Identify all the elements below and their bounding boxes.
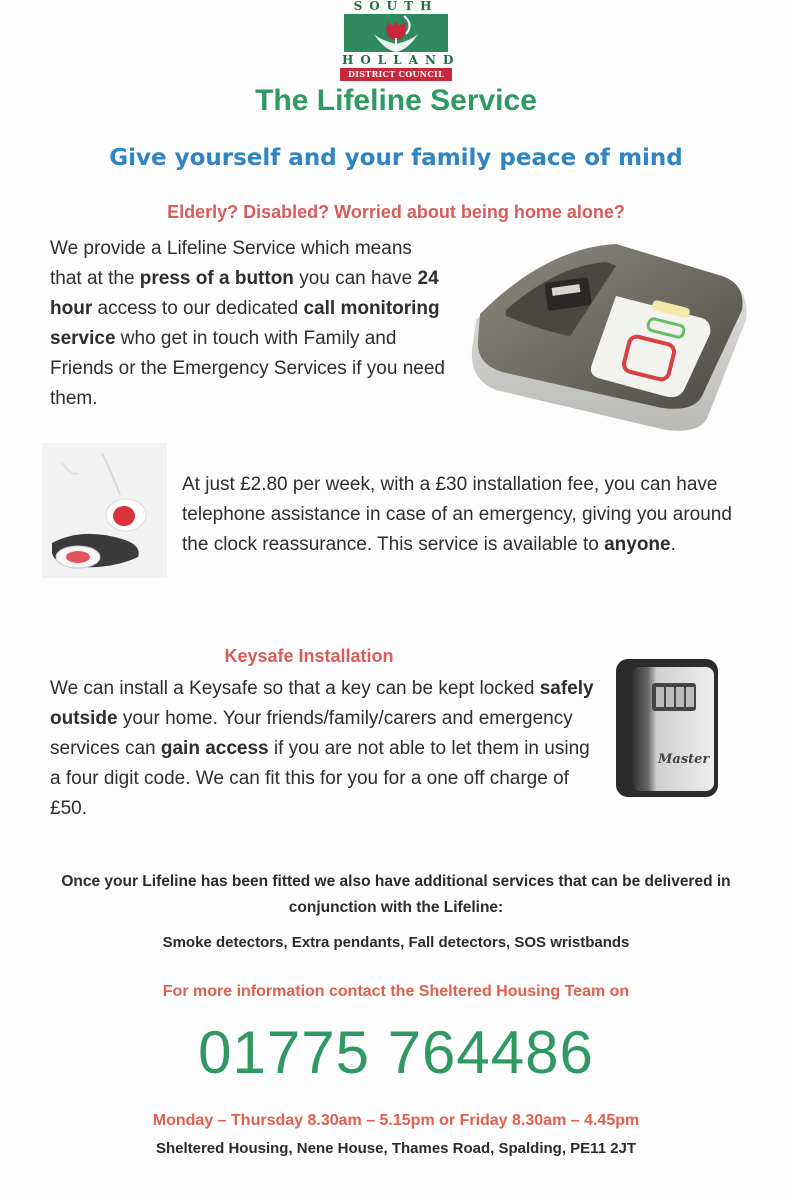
keysafe-paragraph: We can install a Keysafe so that a key can be kept locked safely outside your home. Your friends/family/carers and emergency services can gain access if you are not able to let them in using a four digit code. We can fit this for you for a one off charge of £50. [50,678,594,819]
council-logo [340,0,461,82]
pendant-wristband-image [42,443,167,578]
logo-text-district: DISTRICT COUNCIL [340,68,452,81]
subtitle: Give yourself and your family peace of mind [109,145,683,171]
pricing-paragraph: At just £2.80 per week, with a £30 installation fee, you can have telephone assistance in case of an emergency, giving you around the clock reassurance. This service is available to anyone. [182,474,732,555]
keysafe-heading: Keysafe Installation [224,646,394,666]
page-title: The Lifeline Service [255,84,537,117]
keysafe-image [612,655,722,801]
opening-hours: Monday – Thursday 8.30am – 5.15pm or Friday 8.30am – 4.45pm [152,1112,640,1129]
logo-text-holland: HOLLAND [342,53,461,67]
phone-number: 01775 764486 [198,1019,594,1086]
services-list: Smoke detectors, Extra pendants, Fall detectors, SOS wristbands [162,934,630,951]
keysafe-brand-text: Master [658,752,710,767]
intro-paragraph: We provide a Lifeline Service which means that at the press of a button you can have 24 hour access to our dedicated call monitoring service who get in touch with Family and Friends or the Emergency Services if you need them. [50,238,445,409]
additional-services-intro: Once your Lifeline has been fitted we also have additional services that can be delivered in conjunction with the Lifeline: [61,873,731,916]
audience-question: Elderly? Disabled? Worried about being home alone? [167,202,625,222]
address: Sheltered Housing, Nene House, Thames Road, Spalding, PE11 2JT [155,1140,637,1157]
logo-text-south: SOUTH [353,0,439,13]
tulip-icon [344,14,448,52]
lifeline-unit-image [466,240,754,436]
more-info-text: For more information contact the Sheltered Housing Team on [162,983,630,1000]
